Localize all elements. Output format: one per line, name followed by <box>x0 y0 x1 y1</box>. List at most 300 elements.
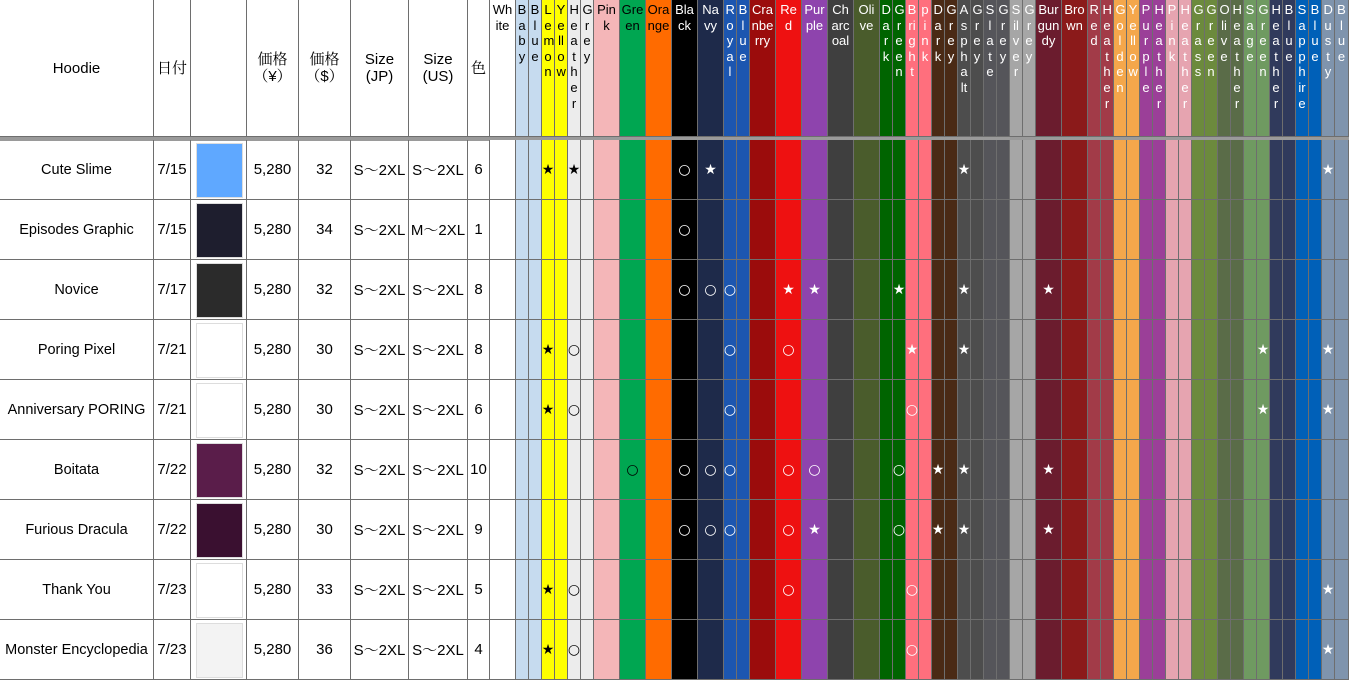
color-cell[interactable] <box>542 260 555 320</box>
color-cell[interactable] <box>945 200 958 260</box>
color-cell[interactable] <box>854 620 880 680</box>
color-cell[interactable] <box>1322 380 1335 440</box>
color-cell[interactable] <box>854 140 880 200</box>
color-cell[interactable] <box>1140 260 1153 320</box>
color-cell[interactable] <box>828 560 854 620</box>
color-cell[interactable] <box>555 620 568 680</box>
color-cell[interactable] <box>1296 620 1309 680</box>
header-color-49[interactable] <box>1296 0 1309 137</box>
color-cell[interactable] <box>997 200 1010 260</box>
color-cell[interactable] <box>1101 320 1114 380</box>
color-cell[interactable] <box>1140 560 1153 620</box>
header-color-0[interactable] <box>490 0 516 137</box>
header-size-jp[interactable]: Size (JP) <box>351 0 409 137</box>
color-cell[interactable] <box>893 380 906 440</box>
header-color-48[interactable] <box>1283 0 1296 137</box>
color-cell[interactable] <box>568 260 581 320</box>
color-cell[interactable] <box>997 560 1010 620</box>
color-cell[interactable] <box>1205 200 1218 260</box>
color-cell[interactable] <box>672 140 698 200</box>
header-color-38[interactable] <box>1153 0 1166 137</box>
color-cell[interactable] <box>1257 260 1270 320</box>
header-color-25[interactable] <box>958 0 971 137</box>
color-cell[interactable] <box>581 260 594 320</box>
color-cell[interactable] <box>724 320 737 380</box>
poring-pixel-hoodie-thumbnail[interactable] <box>196 323 243 378</box>
color-cell[interactable] <box>854 260 880 320</box>
color-cell[interactable] <box>984 260 997 320</box>
color-cell[interactable] <box>1309 140 1322 200</box>
color-cell[interactable] <box>1283 500 1296 560</box>
color-cell[interactable] <box>581 140 594 200</box>
color-cell[interactable] <box>997 260 1010 320</box>
color-cell[interactable] <box>802 140 828 200</box>
color-cell[interactable] <box>1309 380 1322 440</box>
color-cell[interactable] <box>1023 380 1036 440</box>
color-cell[interactable] <box>880 560 893 620</box>
color-cell[interactable] <box>594 560 620 620</box>
header-color-21[interactable] <box>906 0 919 137</box>
header-color-24[interactable] <box>945 0 958 137</box>
color-cell[interactable] <box>945 320 958 380</box>
color-cell[interactable] <box>620 440 646 500</box>
header-color-12[interactable] <box>724 0 737 137</box>
color-cell[interactable] <box>984 560 997 620</box>
header-color-34[interactable] <box>1101 0 1114 137</box>
color-cell[interactable] <box>1218 440 1231 500</box>
cell-hoodie[interactable]: Boitata <box>0 440 154 500</box>
color-cell[interactable] <box>1062 620 1088 680</box>
color-cell[interactable] <box>1101 500 1114 560</box>
color-cell[interactable] <box>945 620 958 680</box>
color-cell[interactable] <box>919 440 932 500</box>
color-cell[interactable] <box>1153 380 1166 440</box>
color-cell[interactable] <box>1218 560 1231 620</box>
color-cell[interactable] <box>568 140 581 200</box>
color-cell[interactable] <box>1166 560 1179 620</box>
color-cell[interactable] <box>971 200 984 260</box>
color-cell[interactable] <box>1218 200 1231 260</box>
color-cell[interactable] <box>750 320 776 380</box>
color-cell[interactable] <box>594 200 620 260</box>
cell-hoodie[interactable]: Anniversary PORING <box>0 380 154 440</box>
color-cell[interactable] <box>1205 560 1218 620</box>
header-price-yen[interactable]: 価格（¥） <box>247 0 299 137</box>
color-cell[interactable] <box>672 500 698 560</box>
color-cell[interactable] <box>1283 260 1296 320</box>
color-cell[interactable] <box>1257 320 1270 380</box>
color-cell[interactable] <box>1335 200 1349 260</box>
color-cell[interactable] <box>906 260 919 320</box>
color-cell[interactable] <box>737 620 750 680</box>
color-cell[interactable] <box>1192 320 1205 380</box>
color-cell[interactable] <box>1283 440 1296 500</box>
color-cell[interactable] <box>971 140 984 200</box>
color-cell[interactable] <box>672 560 698 620</box>
color-cell[interactable] <box>1231 620 1244 680</box>
color-cell[interactable] <box>893 260 906 320</box>
color-cell[interactable] <box>750 140 776 200</box>
color-cell[interactable] <box>919 320 932 380</box>
color-cell[interactable] <box>490 500 516 560</box>
color-cell[interactable] <box>542 200 555 260</box>
header-color-42[interactable] <box>1205 0 1218 137</box>
color-cell[interactable] <box>906 320 919 380</box>
color-cell[interactable] <box>529 200 542 260</box>
header-color-10[interactable] <box>672 0 698 137</box>
color-cell[interactable] <box>1127 440 1140 500</box>
header-color-17[interactable] <box>828 0 854 137</box>
color-cell[interactable] <box>672 620 698 680</box>
color-cell[interactable] <box>906 140 919 200</box>
color-cell[interactable] <box>1114 200 1127 260</box>
color-cell[interactable] <box>1062 320 1088 380</box>
color-cell[interactable] <box>776 560 802 620</box>
color-cell[interactable] <box>698 200 724 260</box>
color-cell[interactable] <box>1101 140 1114 200</box>
color-cell[interactable] <box>802 320 828 380</box>
color-cell[interactable] <box>1218 140 1231 200</box>
header-color-30[interactable] <box>1023 0 1036 137</box>
color-cell[interactable] <box>893 440 906 500</box>
cell-hoodie[interactable]: Novice <box>0 260 154 320</box>
color-cell[interactable] <box>1062 380 1088 440</box>
color-cell[interactable] <box>1153 440 1166 500</box>
color-cell[interactable] <box>1114 320 1127 380</box>
color-cell[interactable] <box>1179 260 1192 320</box>
slime-hoodie-thumbnail[interactable] <box>196 143 243 198</box>
color-cell[interactable] <box>1270 260 1283 320</box>
color-cell[interactable] <box>984 500 997 560</box>
color-cell[interactable] <box>1088 560 1101 620</box>
color-cell[interactable] <box>1257 380 1270 440</box>
color-cell[interactable] <box>828 200 854 260</box>
color-cell[interactable] <box>828 140 854 200</box>
color-cell[interactable] <box>1309 320 1322 380</box>
color-cell[interactable] <box>997 500 1010 560</box>
color-cell[interactable] <box>555 200 568 260</box>
header-color-26[interactable] <box>971 0 984 137</box>
color-cell[interactable] <box>542 440 555 500</box>
color-cell[interactable] <box>646 500 672 560</box>
color-cell[interactable] <box>1179 200 1192 260</box>
color-cell[interactable] <box>698 260 724 320</box>
color-cell[interactable] <box>594 440 620 500</box>
color-cell[interactable] <box>1010 380 1023 440</box>
color-cell[interactable] <box>594 140 620 200</box>
color-cell[interactable] <box>997 620 1010 680</box>
color-cell[interactable] <box>984 140 997 200</box>
color-cell[interactable] <box>1231 380 1244 440</box>
header-date[interactable]: 日付 <box>154 0 191 137</box>
color-cell[interactable] <box>828 500 854 560</box>
color-cell[interactable] <box>672 320 698 380</box>
color-cell[interactable] <box>802 620 828 680</box>
color-cell[interactable] <box>971 440 984 500</box>
color-cell[interactable] <box>529 320 542 380</box>
color-cell[interactable] <box>1179 440 1192 500</box>
color-cell[interactable] <box>932 500 945 560</box>
color-cell[interactable] <box>529 140 542 200</box>
color-cell[interactable] <box>698 620 724 680</box>
color-cell[interactable] <box>516 440 529 500</box>
color-cell[interactable] <box>1296 200 1309 260</box>
color-cell[interactable] <box>893 500 906 560</box>
header-color-13[interactable] <box>737 0 750 137</box>
monster-encyclopedia-hoodie-thumbnail[interactable] <box>196 623 243 678</box>
color-cell[interactable] <box>1296 260 1309 320</box>
header-color-39[interactable] <box>1166 0 1179 137</box>
color-cell[interactable] <box>1010 440 1023 500</box>
color-cell[interactable] <box>737 380 750 440</box>
color-cell[interactable] <box>1218 260 1231 320</box>
color-cell[interactable] <box>737 320 750 380</box>
color-cell[interactable] <box>620 140 646 200</box>
color-cell[interactable] <box>958 620 971 680</box>
color-cell[interactable] <box>1192 380 1205 440</box>
color-cell[interactable] <box>672 200 698 260</box>
color-cell[interactable] <box>1309 260 1322 320</box>
color-cell[interactable] <box>1257 200 1270 260</box>
header-color-29[interactable] <box>1010 0 1023 137</box>
header-color-23[interactable] <box>932 0 945 137</box>
color-cell[interactable] <box>1153 500 1166 560</box>
color-cell[interactable] <box>620 560 646 620</box>
header-color-35[interactable] <box>1114 0 1127 137</box>
color-cell[interactable] <box>1088 320 1101 380</box>
color-cell[interactable] <box>646 440 672 500</box>
color-cell[interactable] <box>802 200 828 260</box>
color-cell[interactable] <box>1166 140 1179 200</box>
color-cell[interactable] <box>1127 200 1140 260</box>
color-cell[interactable] <box>1205 320 1218 380</box>
color-cell[interactable] <box>750 260 776 320</box>
header-color-20[interactable] <box>893 0 906 137</box>
color-cell[interactable] <box>1231 140 1244 200</box>
header-hoodie[interactable]: Hoodie <box>0 0 154 137</box>
color-cell[interactable] <box>1062 440 1088 500</box>
color-cell[interactable] <box>1127 140 1140 200</box>
color-cell[interactable] <box>568 620 581 680</box>
header-color-40[interactable] <box>1179 0 1192 137</box>
color-cell[interactable] <box>1127 560 1140 620</box>
header-color-41[interactable] <box>1192 0 1205 137</box>
color-cell[interactable] <box>516 560 529 620</box>
color-cell[interactable] <box>854 500 880 560</box>
header-color-6[interactable] <box>581 0 594 137</box>
color-cell[interactable] <box>1270 440 1283 500</box>
header-color-46[interactable] <box>1257 0 1270 137</box>
color-cell[interactable] <box>997 440 1010 500</box>
color-cell[interactable] <box>1205 620 1218 680</box>
header-color-36[interactable] <box>1127 0 1140 137</box>
color-cell[interactable] <box>1036 260 1062 320</box>
color-cell[interactable] <box>581 320 594 380</box>
color-cell[interactable] <box>1088 500 1101 560</box>
color-cell[interactable] <box>1257 560 1270 620</box>
color-cell[interactable] <box>1192 260 1205 320</box>
color-cell[interactable] <box>620 260 646 320</box>
color-cell[interactable] <box>1088 440 1101 500</box>
color-cell[interactable] <box>1244 380 1257 440</box>
header-color-9[interactable] <box>646 0 672 137</box>
color-cell[interactable] <box>1062 200 1088 260</box>
color-cell[interactable] <box>932 260 945 320</box>
color-cell[interactable] <box>1166 620 1179 680</box>
color-cell[interactable] <box>776 140 802 200</box>
color-cell[interactable] <box>893 620 906 680</box>
color-cell[interactable] <box>971 320 984 380</box>
color-cell[interactable] <box>594 320 620 380</box>
color-cell[interactable] <box>1023 140 1036 200</box>
color-cell[interactable] <box>529 500 542 560</box>
color-cell[interactable] <box>1114 500 1127 560</box>
color-cell[interactable] <box>1322 500 1335 560</box>
color-cell[interactable] <box>880 140 893 200</box>
header-color-51[interactable] <box>1322 0 1335 137</box>
color-cell[interactable] <box>1036 500 1062 560</box>
color-cell[interactable] <box>737 560 750 620</box>
color-cell[interactable] <box>698 500 724 560</box>
color-cell[interactable] <box>776 620 802 680</box>
color-cell[interactable] <box>529 560 542 620</box>
color-cell[interactable] <box>1023 440 1036 500</box>
color-cell[interactable] <box>1192 560 1205 620</box>
color-cell[interactable] <box>1101 620 1114 680</box>
color-cell[interactable] <box>1127 320 1140 380</box>
episodes-hoodie-thumbnail[interactable] <box>196 203 243 258</box>
color-cell[interactable] <box>490 200 516 260</box>
color-cell[interactable] <box>594 380 620 440</box>
header-color-45[interactable] <box>1244 0 1257 137</box>
color-cell[interactable] <box>919 620 932 680</box>
color-cell[interactable] <box>802 500 828 560</box>
color-cell[interactable] <box>1192 140 1205 200</box>
color-cell[interactable] <box>1114 380 1127 440</box>
color-cell[interactable] <box>542 620 555 680</box>
color-cell[interactable] <box>555 440 568 500</box>
color-cell[interactable] <box>1127 260 1140 320</box>
color-cell[interactable] <box>880 260 893 320</box>
header-color-27[interactable] <box>984 0 997 137</box>
color-cell[interactable] <box>724 380 737 440</box>
color-cell[interactable] <box>958 320 971 380</box>
color-cell[interactable] <box>620 200 646 260</box>
color-cell[interactable] <box>919 260 932 320</box>
color-cell[interactable] <box>971 500 984 560</box>
header-price-usd[interactable]: 価格（$） <box>299 0 351 137</box>
color-cell[interactable] <box>646 560 672 620</box>
color-cell[interactable] <box>1205 140 1218 200</box>
header-color-44[interactable] <box>1231 0 1244 137</box>
color-cell[interactable] <box>568 440 581 500</box>
color-cell[interactable] <box>1244 440 1257 500</box>
color-cell[interactable] <box>1335 560 1349 620</box>
color-cell[interactable] <box>1283 200 1296 260</box>
color-cell[interactable] <box>1010 560 1023 620</box>
color-cell[interactable] <box>1335 140 1349 200</box>
color-cell[interactable] <box>529 620 542 680</box>
color-cell[interactable] <box>1166 260 1179 320</box>
color-cell[interactable] <box>1270 380 1283 440</box>
color-cell[interactable] <box>880 320 893 380</box>
color-cell[interactable] <box>581 560 594 620</box>
header-color-18[interactable] <box>854 0 880 137</box>
color-cell[interactable] <box>1010 200 1023 260</box>
color-cell[interactable] <box>1101 440 1114 500</box>
color-cell[interactable] <box>1140 140 1153 200</box>
header-color-14[interactable] <box>750 0 776 137</box>
color-cell[interactable] <box>1335 620 1349 680</box>
color-cell[interactable] <box>919 200 932 260</box>
color-cell[interactable] <box>1088 200 1101 260</box>
color-cell[interactable] <box>490 560 516 620</box>
color-cell[interactable] <box>932 620 945 680</box>
header-color-32[interactable] <box>1062 0 1088 137</box>
color-cell[interactable] <box>1010 620 1023 680</box>
color-cell[interactable] <box>1309 440 1322 500</box>
color-cell[interactable] <box>737 260 750 320</box>
color-cell[interactable] <box>776 200 802 260</box>
color-cell[interactable] <box>828 320 854 380</box>
color-cell[interactable] <box>1322 260 1335 320</box>
color-cell[interactable] <box>1088 620 1101 680</box>
color-cell[interactable] <box>776 500 802 560</box>
color-cell[interactable] <box>854 440 880 500</box>
color-cell[interactable] <box>958 200 971 260</box>
color-cell[interactable] <box>737 200 750 260</box>
color-cell[interactable] <box>1322 320 1335 380</box>
color-cell[interactable] <box>672 440 698 500</box>
color-cell[interactable] <box>490 380 516 440</box>
color-cell[interactable] <box>971 620 984 680</box>
color-cell[interactable] <box>1179 380 1192 440</box>
color-cell[interactable] <box>971 560 984 620</box>
color-cell[interactable] <box>529 260 542 320</box>
color-cell[interactable] <box>1179 620 1192 680</box>
color-cell[interactable] <box>555 560 568 620</box>
color-cell[interactable] <box>1283 140 1296 200</box>
color-cell[interactable] <box>1257 500 1270 560</box>
color-cell[interactable] <box>594 260 620 320</box>
color-cell[interactable] <box>802 560 828 620</box>
color-cell[interactable] <box>1088 140 1101 200</box>
color-cell[interactable] <box>1127 380 1140 440</box>
color-cell[interactable] <box>802 380 828 440</box>
color-cell[interactable] <box>893 200 906 260</box>
header-color-31[interactable] <box>1036 0 1062 137</box>
color-cell[interactable] <box>1322 140 1335 200</box>
color-cell[interactable] <box>1283 620 1296 680</box>
color-cell[interactable] <box>1205 500 1218 560</box>
color-cell[interactable] <box>854 380 880 440</box>
color-cell[interactable] <box>1270 200 1283 260</box>
color-cell[interactable] <box>1218 320 1231 380</box>
color-cell[interactable] <box>1101 560 1114 620</box>
color-cell[interactable] <box>1062 260 1088 320</box>
color-cell[interactable] <box>919 500 932 560</box>
header-color-43[interactable] <box>1218 0 1231 137</box>
color-cell[interactable] <box>1244 140 1257 200</box>
color-cell[interactable] <box>1257 140 1270 200</box>
color-cell[interactable] <box>828 620 854 680</box>
color-cell[interactable] <box>1114 260 1127 320</box>
color-cell[interactable] <box>1023 320 1036 380</box>
color-cell[interactable] <box>945 440 958 500</box>
novice-hoodie-thumbnail[interactable] <box>196 263 243 318</box>
color-cell[interactable] <box>542 500 555 560</box>
color-cell[interactable] <box>1335 440 1349 500</box>
